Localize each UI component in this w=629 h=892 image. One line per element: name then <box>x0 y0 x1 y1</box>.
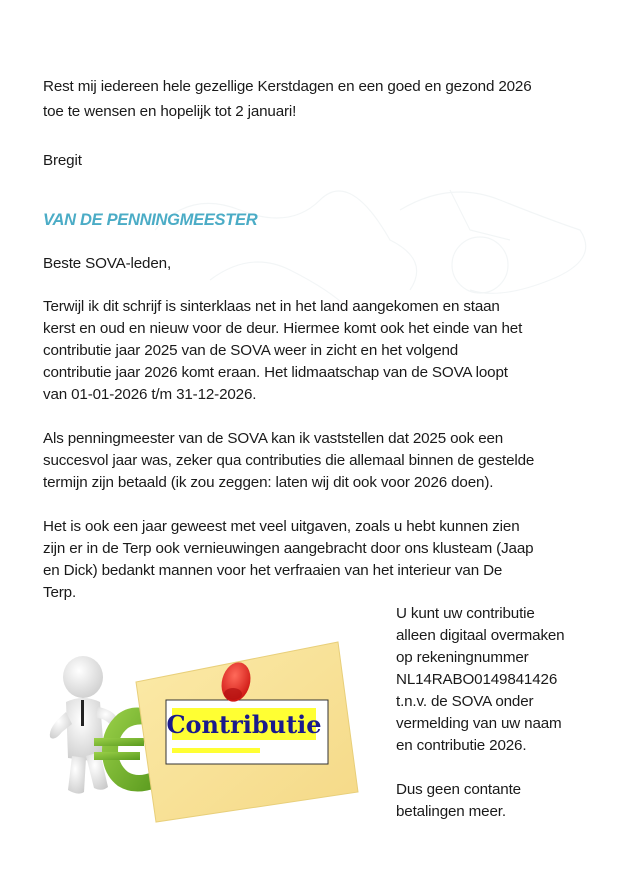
no-cash-line: Dus geen contante <box>396 781 521 798</box>
payment-line: alleen digitaal overmaken <box>396 627 565 644</box>
note-label: Contributie <box>166 710 322 739</box>
section-heading: VAN DE PENNINGMEESTER <box>43 211 258 229</box>
paragraph-line: termijn zijn betaald (ik zou zeggen: laten wij dit ook voor 2026 doen). <box>43 474 494 491</box>
paragraph-line: van 01-01-2026 t/m 31-12-2026. <box>43 386 257 403</box>
greeting-block <box>43 74 532 124</box>
paragraph-line: contributie jaar 2025 van de SOVA weer in zicht en het volgend <box>43 342 459 359</box>
paragraph-2 <box>43 428 534 494</box>
paragraph-line: Terwijl ik dit schrijf is sinterklaas net in het land aangekomen en staan <box>43 298 500 315</box>
paragraph-line: Het is ook een jaar geweest met veel uitgaven, zoals u hebt kunnen zien <box>43 518 520 535</box>
paragraph-1 <box>43 296 522 406</box>
paragraph-line: Terp. <box>43 584 77 601</box>
paragraph-line: kerst en oud en nieuw voor de deur. Hiermee komt ook het einde van het <box>43 320 523 337</box>
paragraph-line: en Dick) bedankt mannen voor het verfraaien van het interieur van De <box>43 562 503 579</box>
paragraph-line: Als penningmeester van de SOVA kan ik vaststellen dat 2025 ook een <box>43 430 504 447</box>
iban-text: NL14RABO0149841426 <box>396 671 558 688</box>
contributie-illustration <box>38 632 388 827</box>
payment-info-block <box>396 603 564 823</box>
payment-line: t.n.v. de SOVA onder <box>396 693 534 710</box>
spacer <box>396 757 564 779</box>
payment-line: op rekeningnummer <box>396 649 529 666</box>
paragraph-line: zijn er in de Terp ook vernieuwingen aangebracht door ons klusteam (Jaap <box>43 540 534 557</box>
paragraph-line: succesvol jaar was, zeker qua contributies die allemaal binnen de gestelde <box>43 452 535 469</box>
signature <box>43 150 82 172</box>
greeting-line: Rest mij iedereen hele gezellige Kerstdagen en een goed en gezond 2026 <box>43 78 532 95</box>
paragraph-3 <box>43 516 533 604</box>
payment-line: U kunt uw contributie <box>396 605 535 622</box>
salutation-text: Beste SOVA-leden, <box>43 255 172 272</box>
paragraph-line: contributie jaar 2026 komt eraan. Het lidmaatschap van de SOVA loopt <box>43 364 508 381</box>
no-cash-line: betalingen meer. <box>396 803 506 820</box>
payment-line: en contributie 2026. <box>396 737 527 754</box>
payment-line: vermelding van uw naam <box>396 715 562 732</box>
signature-text: Bregit <box>43 152 82 169</box>
greeting-line: toe te wensen en hopelijk tot 2 januari! <box>43 103 297 120</box>
salutation <box>43 253 171 275</box>
